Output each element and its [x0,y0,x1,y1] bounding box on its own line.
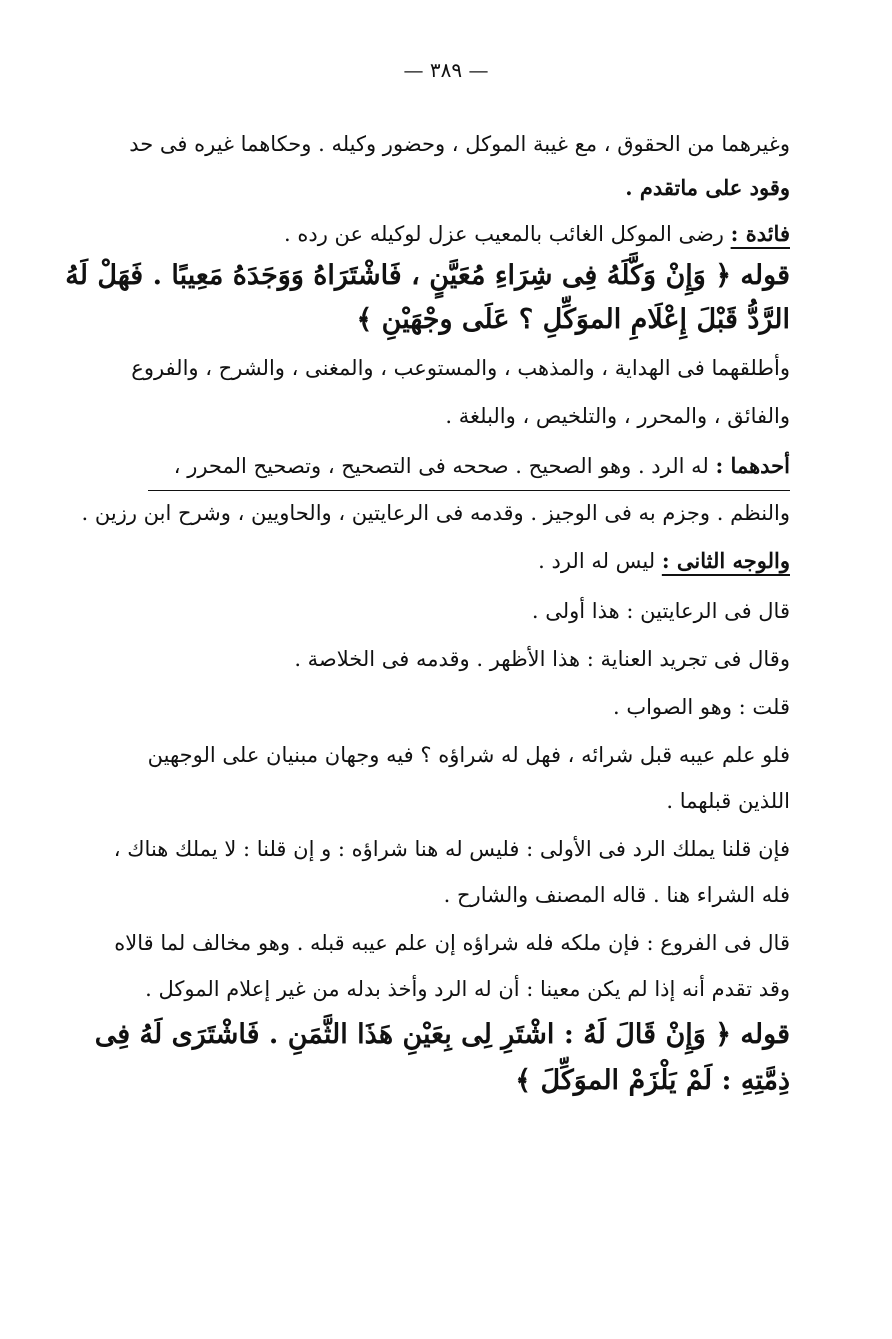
verse-line: الرَّدُّ قَبْلَ إِعْلَامِ الموَكِّلِ ؟ عَلَى وجْهَيْنِ ﴾ [356,304,790,335]
verse-line: قوله ﴿ وَإِنْ قَالَ لَهُ : اشْتَرِ لِى بِعَيْنِ هَذَا الثَّمَنِ . فَاشْتَرَى لَهُ فِى [94,1019,790,1050]
opinion-label: أحدهما : [715,453,790,478]
opinion-label: والوجه الثانى : [661,548,790,573]
opinion-text: له الرد . وهو الصحيح . صححه فى التصحيح ، وتصحيح المحرر ، [173,454,716,478]
text-line: قلت : وهو الصواب . [612,695,790,719]
page-body [65,126,790,1103]
text-line: قال فى الفروع : فإن ملكه فله شراؤه إن علم عيبه قبله . وهو مخالف لما قالاه [114,931,790,955]
opinion-line [148,452,790,480]
text-line: وقود على ماتقدم . [625,175,790,200]
text-line: والنظم . وجزم به فى الوجيز . وقدمه فى الرعايتين ، والحاويين ، وشرح ابن رزين . [81,501,790,525]
text-line: اللذين قبلهما . [666,789,790,813]
note-text: رضى الموكل الغائب بالمعيب عزل لوكيله عن رده . [283,222,731,246]
text-line: وقال فى تجريد العناية : هذا الأظهر . وقدمه فى الخلاصة . [294,647,790,671]
text-line: وقد تقدم أنه إذا لم يكن معينا : أن له الرد وأخذ بدله من غير إعلام الموكل . [145,977,790,1001]
text-line: قال فى الرعايتين : هذا أولى . [531,599,790,623]
text-line: فلو علم عيبه قبل شرائه ، فهل له شراؤه ؟ فيه وجهان مبنيان على الوجهين [147,743,790,767]
note-label: فائدة : [730,221,790,246]
note-line [148,220,790,248]
text-line: فإن قلنا يملك الرد فى الأولى : فليس له هنا شراؤه : و إن قلنا : لا يملك هناك ، [113,837,790,861]
page-number: — ٣٨٩ — [403,58,489,82]
opinion-text: ليس له الرد . [538,549,662,573]
text-line: فله الشراء هنا . قاله المصنف والشارح . [443,883,790,907]
text-line: وغيرهما من الحقوق ، مع غيبة الموكل ، وحضور وكيله . وحكاهما غيره فى حد [129,132,790,156]
text-line: وأطلقهما فى الهداية ، والمذهب ، والمستوعب ، والمغنى ، والشرح ، والفروع [131,356,790,380]
divider-line [148,490,790,491]
opinion-line [148,547,790,575]
verse-line: قوله ﴿ وَإِنْ وَكَّلَهُ فِى شِرَاءِ مُعَيَّنٍ ، فَاشْتَرَاهُ وَوَجَدَهُ مَعِيبًا . فَهَلْ لَهُ [65,260,790,291]
text-line: والفائق ، والمحرر ، والتلخيص ، والبلغة . [445,404,790,428]
verse-line: ذِمَّتِهِ : لَمْ يَلْزَمْ الموَكِّلَ ﴾ [515,1065,790,1096]
